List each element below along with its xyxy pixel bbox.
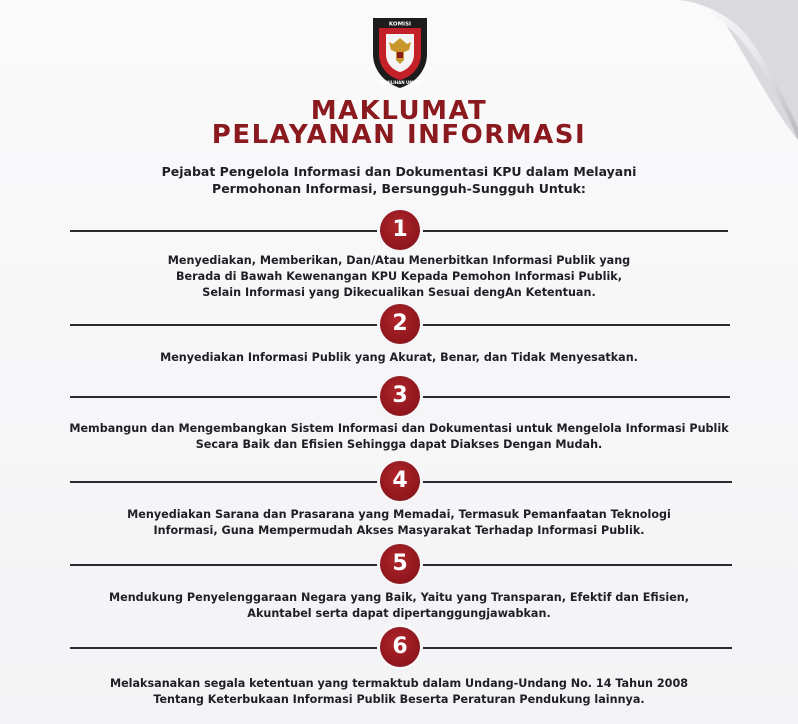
item-text-line: Tentang Keterbukaan Informasi Publik Beserta Peraturan Pendukung lainnya. bbox=[153, 693, 645, 706]
item-text-line: Akuntabel serta dapat dipertanggungjawabkan. bbox=[247, 607, 551, 620]
kpu-logo bbox=[369, 14, 431, 90]
number-badge-5: 5 bbox=[380, 544, 420, 584]
intro-line-2: Permohonan Informasi, Bersungguh-Sungguh Untuk: bbox=[212, 181, 586, 196]
item-text-line: Selain Informasi yang Dikecualikan Sesuai dengAn Ketentuan. bbox=[202, 286, 596, 299]
item-text-line: Mendukung Penyelenggaraan Negara yang Baik, Yaitu yang Transparan, Efektif dan Efisien, bbox=[109, 591, 689, 604]
title-line-1: MAKLUMAT bbox=[310, 96, 488, 126]
title-line-2: PELAYANAN INFORMASI bbox=[211, 120, 587, 150]
item-text-line: Melaksanakan segala ketentuan yang termaktub dalam Undang-Undang No. 14 Tahun 2008 bbox=[109, 677, 689, 690]
item-text-line: Menyediakan, Memberikan, Dan/Atau Menerbitkan Informasi Publik yang bbox=[167, 254, 631, 267]
number-badge-3: 3 bbox=[380, 376, 420, 416]
intro-text bbox=[100, 163, 698, 197]
item-text-3 bbox=[40, 421, 758, 453]
logo-top-text: KOMISI bbox=[388, 21, 412, 28]
number-badge-2: 2 bbox=[380, 304, 420, 344]
intro-line-1: Pejabat Pengelola Informasi dan Dokumentasi KPU dalam Melayani bbox=[161, 164, 637, 179]
number-badge-6: 6 bbox=[380, 627, 420, 667]
item-text-line: Berada di Bawah Kewenangan KPU Kepada Pemohon Informasi Publik, bbox=[176, 270, 622, 283]
item-text-line: Menyediakan Sarana dan Prasarana yang Memadai, Termasuk Pemanfaatan Teknologi bbox=[127, 508, 671, 521]
item-text-line: Menyediakan Informasi Publik yang Akurat, Benar, dan Tidak Menyesatkan. bbox=[160, 351, 638, 364]
number-badge-4: 4 bbox=[380, 461, 420, 501]
item-text-5 bbox=[40, 590, 758, 622]
item-text-2 bbox=[40, 350, 758, 366]
item-text-6 bbox=[40, 676, 758, 708]
item-text-4 bbox=[40, 507, 758, 539]
item-text-1 bbox=[40, 253, 758, 301]
logo-bottom-text: PEMILIHAN UMUM bbox=[379, 80, 421, 85]
number-badge-1: 1 bbox=[380, 210, 420, 250]
item-text-line: Informasi, Guna Mempermudah Akses Masyarakat Terhadap Informasi Publik. bbox=[153, 524, 645, 537]
item-text-line: Secara Baik dan Efisien Sehingga dapat Diakses Dengan Mudah. bbox=[195, 438, 603, 451]
item-text-line: Membangun dan Mengembangkan Sistem Informasi dan Dokumentasi untuk Mengelola Informasi Publik bbox=[69, 422, 729, 435]
